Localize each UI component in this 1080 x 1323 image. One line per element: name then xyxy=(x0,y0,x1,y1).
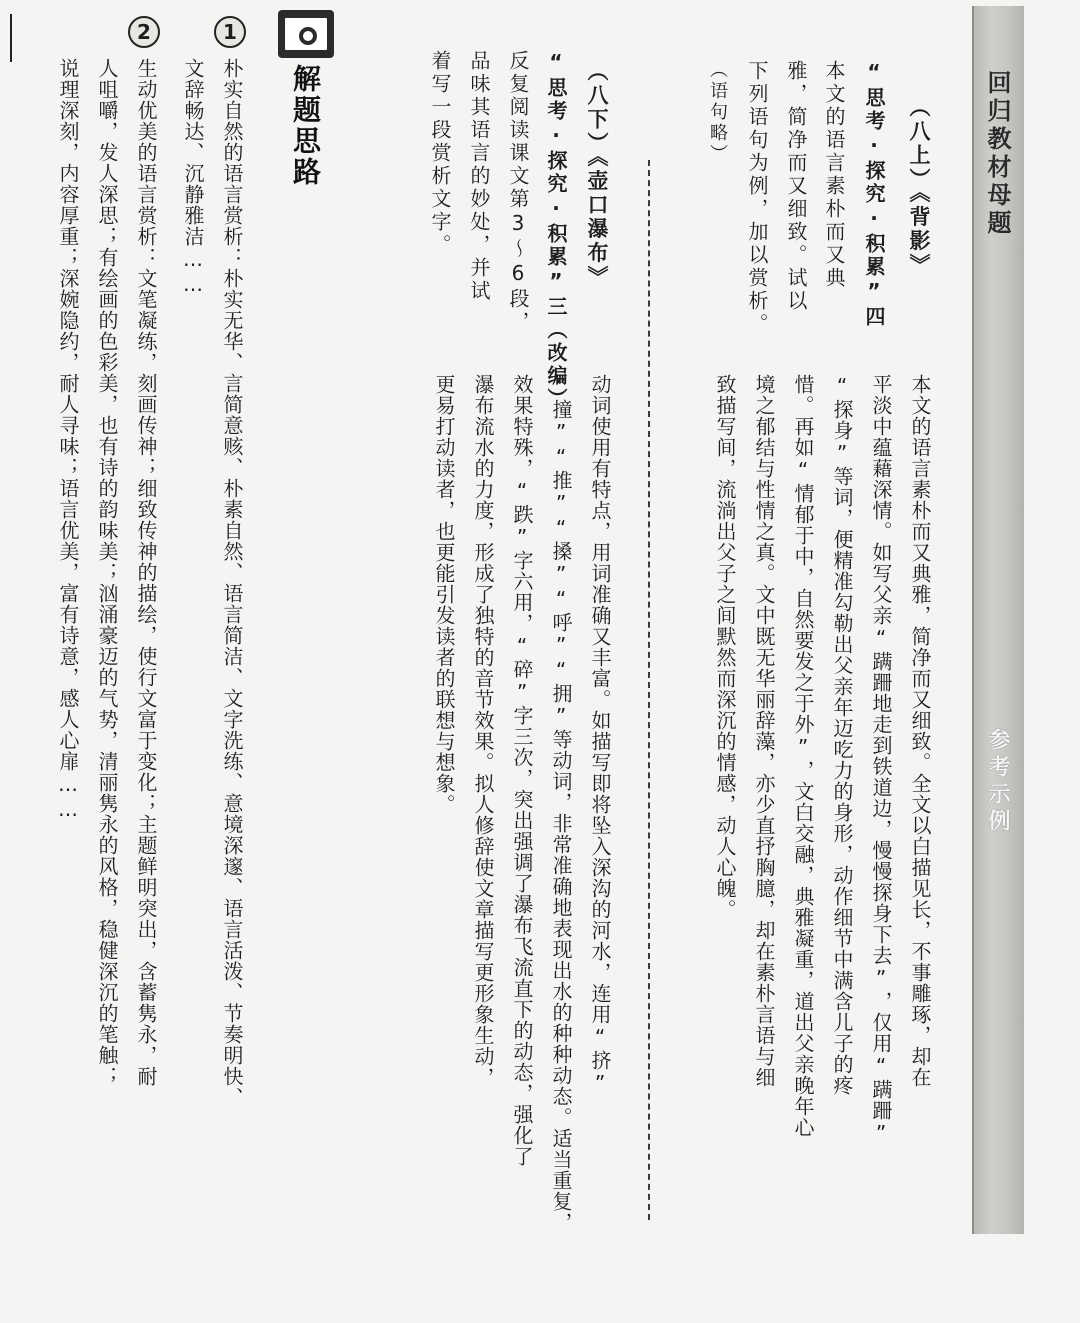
answer2-line: “撞”“推”“搡”“呼”“拥”等动词，非常准确地表现出水的种种动态。适当重复， xyxy=(549,374,573,1233)
tip2-line: 人咀嚼，发人深思；有绘画的色彩美，也有诗的韵味美；汹涌豪迈的气势，清丽隽永的风格，稳健深沉的笔触； xyxy=(95,58,119,1087)
question2-line: “思考·探究·积累”三（改编） xyxy=(544,50,568,411)
section-title: 回归教材母题 xyxy=(983,70,1011,238)
tip1-line: 文辞畅达、沉静雅洁…… xyxy=(181,58,205,297)
question2-source: （八下）《壶口瀑布》 xyxy=(585,60,609,290)
answer2-line: 动词使用有特点，用词准确又丰富。如描写即将坠入深沟的河水，连用“挤” xyxy=(588,374,612,1096)
question1-line: 下列语句为例，加以赏析。 xyxy=(745,60,769,336)
answer1-line: 致描写间，流淌出父子之间默然而深沉的情感，动人心魄。 xyxy=(713,374,737,920)
item-number-badge: 1 xyxy=(214,16,246,48)
tip2-line: 生动优美的语言赏析：文笔凝练，刻画传神；细致传神的描绘，使行文富于变化；主题鲜明突出，含蓄隽永，耐 xyxy=(134,58,158,1087)
question2-line: 品味其语言的妙处，并试 xyxy=(467,50,491,303)
dashed-divider xyxy=(648,160,650,1220)
answer1-line: 平淡中蕴藉深情。如写父亲“蹒跚地走到铁道边，慢慢探身下去”，仅用“蹒跚” xyxy=(869,374,893,1146)
margin-mark xyxy=(10,14,12,62)
answer2-line: 更易打动读者，也更能引发读者的联想与想象。 xyxy=(432,374,456,815)
tips-title: 解题思路 xyxy=(289,64,322,188)
item-number-badge: 2 xyxy=(128,16,160,48)
question1-line: 本文的语言素朴而又典 xyxy=(822,60,846,290)
question1-line: （语句略） xyxy=(707,60,728,165)
answer1-line: 本文的语言素朴而又典雅，简净而又细致。全文以白描见长，不事雕琢，却在 xyxy=(908,374,932,1088)
answer2-line: 效果特殊，“跌”字六用，“碎”字三次，突出强调了瀑布飞流直下的动态，强化了 xyxy=(510,374,534,1167)
answer1-line: 境之郁结与性情之真。文中既无华丽辞藻，亦少直抒胸臆，却在素朴言语与细 xyxy=(752,374,776,1088)
camera-icon xyxy=(278,10,334,58)
answer1-line: “探身”等词，便精准勾勒出父亲年迈吃力的身形，动作细节中满含儿子的疼 xyxy=(830,374,854,1096)
answer2-line: 瀑布流水的力度，形成了独特的音节效果。拟人修辞使文章描写更形象生动， xyxy=(471,374,495,1088)
tip2-line: 说理深刻，内容厚重；深婉隐约，耐人寻味；语言优美，富有诗意，感人心扉…… xyxy=(56,58,80,822)
reference-label: 参考示例 xyxy=(985,728,1010,836)
question1-line: 雅，简净而又细致。试以 xyxy=(784,60,808,313)
tip1-line: 朴实自然的语言赏析：朴实无华、言简意赅、朴素自然、语言简洁、文字洗练、意境深邃、语言活泼、节奏明快、 xyxy=(220,58,244,1108)
question2-line: 着写一段赏析文字。 xyxy=(428,50,452,257)
question2-line: 反复阅读课文第3～6段， xyxy=(506,50,530,334)
question1-source: （八上）《背影》 xyxy=(907,96,931,278)
question1-line: “思考·探究·积累”四 xyxy=(862,60,886,329)
answer1-line: 惜。再如“情郁于中，自然要发之于外”，文白交融，典雅凝重，道出父亲晚年心 xyxy=(791,374,815,1138)
